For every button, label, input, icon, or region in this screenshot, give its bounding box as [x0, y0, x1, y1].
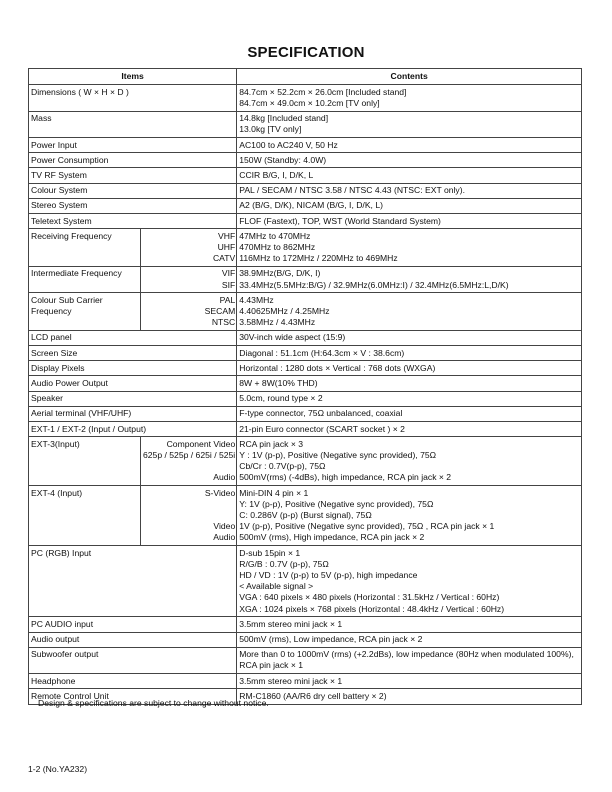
contents-cell	[237, 183, 582, 198]
sub-item-label: Video	[213, 521, 236, 532]
item-cell	[29, 674, 237, 689]
table-row	[29, 111, 582, 137]
sub-item-label: Audio	[213, 472, 236, 483]
item-label: Colour System	[31, 185, 88, 196]
contents-cell	[237, 647, 582, 673]
contents-cell	[237, 214, 582, 229]
contents-line: 30V-inch wide aspect (15:9)	[239, 332, 346, 343]
sub-item-label: S-Video	[204, 487, 236, 498]
contents-line: D-sub 15pin × 1	[239, 547, 301, 558]
contents-cell	[237, 330, 582, 345]
table-row	[29, 422, 582, 437]
sub-item-label	[143, 510, 235, 521]
contents-line: 3.5mm stereo mini jack × 1	[239, 675, 343, 686]
sub-item-cell	[141, 486, 237, 546]
contents-cell	[237, 198, 582, 213]
item-cell	[29, 214, 237, 229]
contents-line: VGA : 640 pixels × 480 pixels (Horizontal : 31.5kHz / Vertical : 60Hz)	[239, 592, 500, 603]
item-label: Dimensions ( W × H × D )	[31, 86, 129, 97]
item-cell	[29, 617, 237, 632]
contents-line: RM-C1860 (AA/R6 dry cell battery × 2)	[239, 690, 387, 701]
table-row	[29, 391, 582, 406]
contents-line: 470MHz to 862MHz	[239, 241, 316, 252]
item-label: Aerial terminal (VHF/UHF)	[31, 408, 132, 419]
sub-item-label: VHF	[218, 230, 236, 241]
item-label: Frequency	[31, 305, 72, 316]
page-title: SPECIFICATION	[247, 44, 365, 61]
table-header-row	[29, 69, 582, 85]
contents-line: 5.0cm, round type × 2	[239, 393, 323, 404]
contents-line: 84.7cm × 52.2cm × 26.0cm [Included stand]	[239, 86, 407, 97]
table-row	[29, 376, 582, 391]
contents-cell	[237, 391, 582, 406]
contents-cell	[237, 168, 582, 183]
contents-line: R/G/B : 0.7V (p-p), 75Ω	[239, 558, 329, 569]
contents-header: Contents	[237, 69, 582, 85]
table-row	[29, 183, 582, 198]
contents-line: AC100 to AC240 V, 50 Hz	[239, 139, 338, 150]
contents-cell	[237, 376, 582, 391]
contents-cell	[237, 361, 582, 376]
sub-item-label: Component Video	[166, 438, 236, 449]
contents-line: PAL / SECAM / NTSC 3.58 / NTSC 4.43 (NTSC: EXT only).	[239, 185, 465, 196]
item-cell	[29, 391, 237, 406]
item-cell	[29, 198, 237, 213]
item-label: TV RF System	[31, 169, 87, 180]
sub-item-label: SIF	[221, 279, 236, 290]
contents-line: 3.5mm stereo mini jack × 1	[239, 618, 343, 629]
item-label: Stereo System	[31, 200, 88, 211]
table-row	[29, 198, 582, 213]
sub-item-label: VIF	[221, 268, 236, 279]
contents-line: 14.8kg [Included stand]	[239, 113, 329, 124]
item-label: Remote Control Unit	[31, 690, 109, 701]
item-cell	[29, 647, 237, 673]
table-row	[29, 361, 582, 376]
table-row	[29, 674, 582, 689]
contents-cell	[237, 138, 582, 153]
contents-line: 116MHz to 172MHz / 220MHz to 469MHz	[239, 253, 398, 264]
contents-line: 4.43MHz	[239, 294, 274, 305]
contents-cell	[237, 406, 582, 421]
contents-line: 8W + 8W(10% THD)	[239, 377, 318, 388]
item-cell	[29, 422, 237, 437]
item-cell	[29, 376, 237, 391]
specification-table	[28, 68, 582, 705]
item-label: Speaker	[31, 393, 64, 404]
contents-line: A2 (B/G, D/K), NICAM (B/G, I, D/K, L)	[239, 200, 383, 211]
contents-line: Mini-DIN 4 pin × 1	[239, 487, 309, 498]
sub-item-label: Audio	[213, 532, 236, 543]
item-cell	[29, 406, 237, 421]
item-label: Teletext System	[31, 215, 92, 226]
item-cell	[29, 361, 237, 376]
table-row	[29, 266, 582, 292]
contents-line: RCA pin jack × 3	[239, 438, 304, 449]
contents-cell	[237, 632, 582, 647]
item-label: LCD panel	[31, 332, 72, 343]
table-row	[29, 406, 582, 421]
item-cell	[29, 183, 237, 198]
page-number: 1-2 (No.YA232)	[28, 764, 88, 774]
contents-line: Y: 1V (p-p), Positive (Negative sync provided), 75Ω	[239, 498, 434, 509]
table-row	[29, 330, 582, 345]
contents-line: 13.0kg [TV only]	[239, 124, 302, 135]
item-label: PC (RGB) Input	[31, 547, 92, 558]
item-cell	[29, 111, 237, 137]
item-cell	[29, 437, 141, 486]
contents-line: 500mV (rms), Low impedance, RCA pin jack × 2	[239, 634, 423, 645]
contents-cell	[237, 266, 582, 292]
item-cell	[29, 330, 237, 345]
contents-cell	[237, 617, 582, 632]
sub-item-label: UHF	[217, 241, 236, 252]
sub-item-label: NTSC	[211, 317, 236, 328]
sub-item-cell	[141, 266, 237, 292]
table-row	[29, 346, 582, 361]
item-cell	[29, 632, 237, 647]
contents-cell	[237, 153, 582, 168]
contents-line: 21-pin Euro connector (SCART socket ) × 2	[239, 423, 405, 434]
table-row	[29, 546, 582, 617]
contents-cell	[237, 674, 582, 689]
items-header: Items	[29, 69, 237, 85]
contents-line: 1V (p-p), Positive (Negative sync provided), 75Ω , RCA pin jack × 1	[239, 521, 495, 532]
item-label: Colour Sub Carrier	[31, 294, 103, 305]
contents-cell	[237, 111, 582, 137]
contents-line: Horizontal : 1280 dots × Vertical : 768 dots (WXGA)	[239, 362, 436, 373]
contents-line: HD / VD : 1V (p-p) to 5V (p-p), high impedance	[239, 570, 418, 581]
item-label: Headphone	[31, 675, 76, 686]
item-cell	[29, 153, 237, 168]
sub-item-cell	[141, 437, 237, 486]
contents-line: CCIR B/G, I, D/K, L	[239, 169, 314, 180]
contents-cell	[237, 229, 582, 267]
item-label: Audio output	[31, 634, 80, 645]
item-cell	[29, 266, 141, 292]
sub-item-label	[143, 499, 235, 510]
contents-cell	[237, 85, 582, 111]
contents-cell	[237, 546, 582, 617]
item-label: Screen Size	[31, 347, 78, 358]
table-row	[29, 293, 582, 331]
contents-line: 33.4MHz(5.5MHz:B/G) / 32.9MHz(6.0MHz:I) / 32.4MHz(6.5MHz:L,D/K)	[239, 279, 509, 290]
table-row	[29, 214, 582, 229]
item-label: EXT-1 / EXT-2 (Input / Output)	[31, 423, 147, 434]
contents-line: 47MHz to 470MHz	[239, 230, 311, 241]
item-cell	[29, 346, 237, 361]
item-label: Intermediate Frequency	[31, 268, 122, 279]
contents-line: 38.9MHz(B/G, D/K, I)	[239, 268, 321, 279]
table-row	[29, 229, 582, 267]
contents-line: 500mV(rms) (-4dBs), high impedance, RCA pin jack × 2	[239, 472, 452, 483]
contents-line: 84.7cm × 49.0cm × 10.2cm [TV only]	[239, 97, 380, 108]
sub-item-label	[143, 461, 235, 472]
contents-line: 3.58MHz / 4.43MHz	[239, 317, 316, 328]
sub-item-label: SECAM	[204, 305, 236, 316]
item-label: Display Pixels	[31, 362, 85, 373]
contents-line: < Available signal >	[239, 581, 314, 592]
table-row	[29, 632, 582, 647]
item-label: Receiving Frequency	[31, 230, 112, 241]
sub-item-label: 625p / 525p / 625i / 525i	[143, 449, 236, 460]
contents-line: Diagonal : 51.1cm (H:64.3cm × V : 38.6cm)	[239, 347, 405, 358]
table-row	[29, 153, 582, 168]
contents-line: 4.40625MHz / 4.25MHz	[239, 305, 330, 316]
footnote: Design & specifications are subject to change without notice.	[38, 698, 269, 708]
contents-cell	[237, 437, 582, 486]
item-cell	[29, 546, 237, 617]
table-row	[29, 168, 582, 183]
item-cell	[29, 168, 237, 183]
sub-item-cell	[141, 293, 237, 331]
contents-cell	[237, 689, 582, 704]
item-label: EXT-4 (Input)	[31, 487, 83, 498]
table-row	[29, 85, 582, 111]
item-cell	[29, 229, 141, 267]
item-label: Mass	[31, 113, 52, 124]
contents-line: FLOF (Fastext), TOP, WST (World Standard System)	[239, 215, 441, 226]
table-row	[29, 617, 582, 632]
table-row	[29, 486, 582, 546]
contents-cell	[237, 486, 582, 546]
item-label: Power Input	[31, 139, 77, 150]
contents-cell	[237, 346, 582, 361]
contents-line: More than 0 to 1000mV (rms) (+2.2dBs), low impedance (80Hz when modulated 100%), RCA pin jack × 1	[239, 649, 574, 671]
item-cell	[29, 138, 237, 153]
item-label: EXT-3(Input)	[31, 438, 80, 449]
contents-line: Cb/Cr : 0.7V(p-p), 75Ω	[239, 461, 326, 472]
table-row	[29, 138, 582, 153]
contents-line: XGA : 1024 pixels × 768 pixels (Horizontal : 48.4kHz / Vertical : 60Hz)	[239, 603, 505, 614]
item-cell	[29, 85, 237, 111]
item-cell	[29, 293, 141, 331]
contents-line: 500mV (rms), High impedance, RCA pin jack × 2	[239, 532, 425, 543]
table-body	[29, 85, 582, 704]
contents-line: Y : 1V (p-p), Positive (Negative sync provided), 75Ω	[239, 449, 437, 460]
item-label: PC AUDIO input	[31, 618, 94, 629]
contents-line: C: 0.286V (p-p) (Burst signal), 75Ω	[239, 510, 372, 520]
item-label: Power Consumption	[31, 154, 109, 165]
contents-line: 150W (Standby: 4.0W)	[239, 154, 327, 165]
contents-line: F-type connector, 75Ω unbalanced, coaxial	[239, 408, 403, 419]
item-cell	[29, 486, 141, 546]
item-label: Subwoofer output	[31, 649, 99, 660]
table-row	[29, 437, 582, 486]
sub-item-label: PAL	[219, 294, 236, 305]
sub-item-label: CATV	[212, 253, 236, 264]
contents-cell	[237, 293, 582, 331]
sub-item-cell	[141, 229, 237, 267]
item-label: Audio Power Output	[31, 377, 108, 388]
contents-cell	[237, 422, 582, 437]
table-row	[29, 647, 582, 673]
